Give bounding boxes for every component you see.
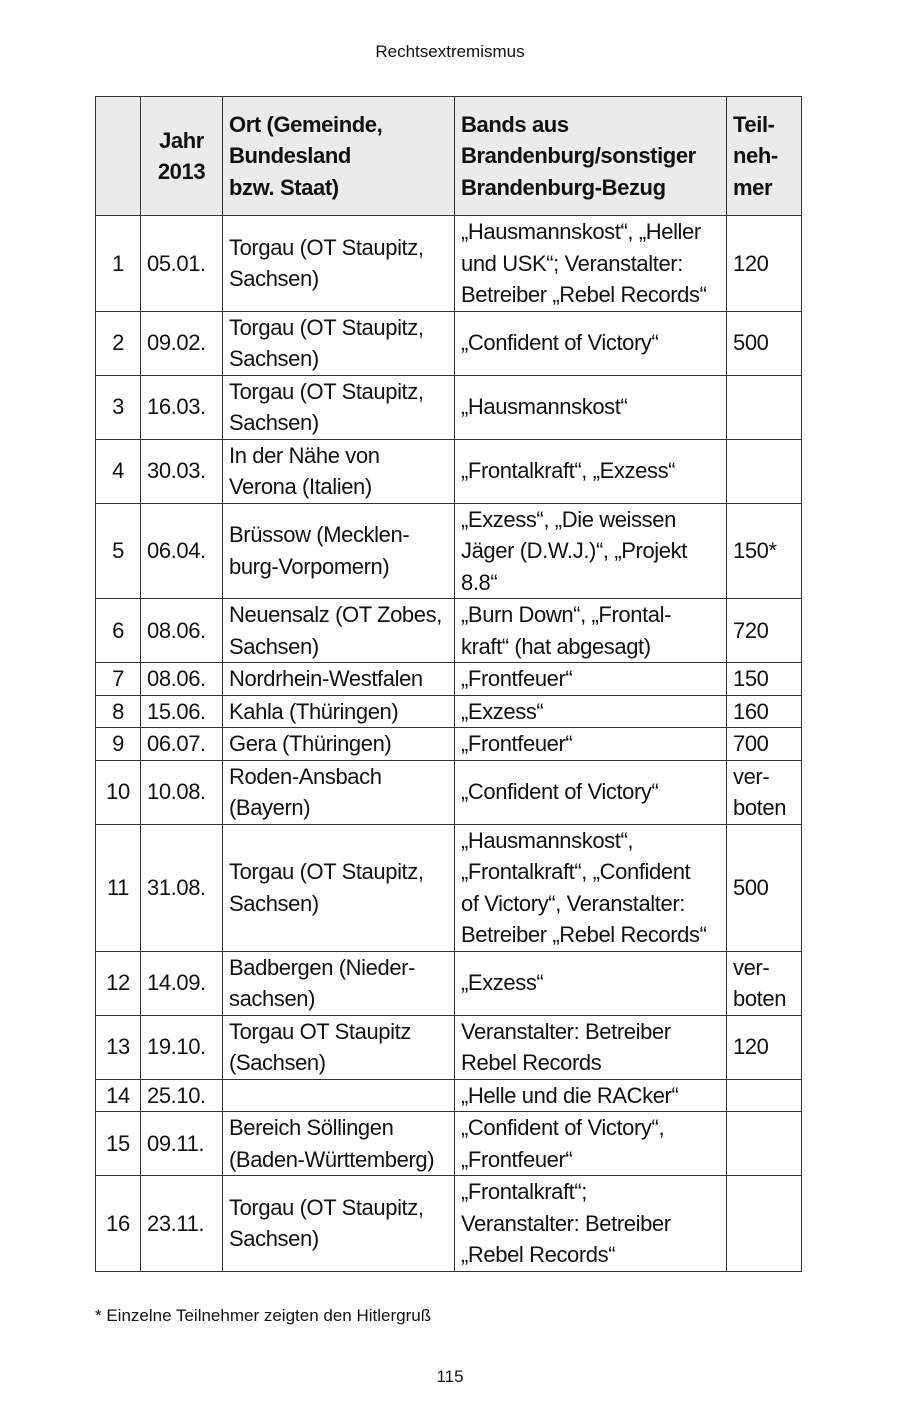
cell-date: 16.03. (141, 375, 223, 439)
cell-bands: „Exzess“ (455, 951, 727, 1015)
cell-bands: „Exzess“, „Die weissen Jäger (D.W.J.)“, „Projekt 8.8“ (455, 503, 727, 599)
table-row (96, 728, 802, 761)
cell-bands: „Exzess“ (455, 695, 727, 728)
cell-date: 31.08. (141, 824, 223, 951)
table-row (96, 439, 802, 503)
cell-place: Torgau (OT Staupitz, Sachsen) (223, 824, 455, 951)
cell-place (223, 1079, 455, 1112)
cell-participants: 150* (727, 503, 802, 599)
table-row (96, 1079, 802, 1112)
table-row (96, 695, 802, 728)
cell-nr: 13 (96, 1015, 141, 1079)
cell-date: 09.11. (141, 1112, 223, 1176)
table-row (96, 1176, 802, 1272)
cell-place: Torgau (OT Staupitz, Sachsen) (223, 311, 455, 375)
cell-participants (727, 439, 802, 503)
cell-place: Badbergen (Nieder- sachsen) (223, 951, 455, 1015)
cell-date: 30.03. (141, 439, 223, 503)
cell-nr: 4 (96, 439, 141, 503)
cell-date: 06.04. (141, 503, 223, 599)
cell-place: Torgau (OT Staupitz, Sachsen) (223, 216, 455, 312)
cell-bands: „Hausmannskost“ (455, 375, 727, 439)
cell-nr: 8 (96, 695, 141, 728)
table-row (96, 951, 802, 1015)
table-row (96, 1112, 802, 1176)
cell-date: 05.01. (141, 216, 223, 312)
cell-bands: „Confident of Victory“ (455, 760, 727, 824)
cell-date: 14.09. (141, 951, 223, 1015)
header-bands: Bands aus Brandenburg/sonstiger Brandenburg-Bezug (455, 97, 727, 216)
cell-participants: 500 (727, 824, 802, 951)
table-row (96, 760, 802, 824)
table-row (96, 824, 802, 951)
cell-bands: „Confident of Victory“, „Frontfeuer“ (455, 1112, 727, 1176)
table-row (96, 503, 802, 599)
cell-participants (727, 375, 802, 439)
cell-participants: ver- boten (727, 760, 802, 824)
concert-table (95, 96, 802, 1272)
cell-bands: „Frontalkraft“; Veranstalter: Betreiber „Rebel Records“ (455, 1176, 727, 1272)
cell-nr: 11 (96, 824, 141, 951)
cell-bands: „Frontfeuer“ (455, 663, 727, 696)
table-row (96, 216, 802, 312)
cell-bands: „Burn Down“, „Frontal- kraft“ (hat abgesagt) (455, 599, 727, 663)
cell-date: 10.08. (141, 760, 223, 824)
table-header-row (96, 97, 802, 216)
footnote: * Einzelne Teilnehmer zeigten den Hitlergruß (95, 1306, 432, 1325)
cell-bands: Veranstalter: Betreiber Rebel Records (455, 1015, 727, 1079)
cell-nr: 6 (96, 599, 141, 663)
header-place: Ort (Gemeinde, Bundesland bzw. Staat) (223, 97, 455, 216)
table-row (96, 311, 802, 375)
cell-nr: 2 (96, 311, 141, 375)
cell-date: 06.07. (141, 728, 223, 761)
cell-nr: 5 (96, 503, 141, 599)
cell-place: Neuensalz (OT Zobes, Sachsen) (223, 599, 455, 663)
cell-place: Gera (Thüringen) (223, 728, 455, 761)
cell-nr: 16 (96, 1176, 141, 1272)
cell-participants: 500 (727, 311, 802, 375)
cell-participants: 120 (727, 1015, 802, 1079)
cell-nr: 12 (96, 951, 141, 1015)
cell-bands: „Helle und die RACker“ (455, 1079, 727, 1112)
cell-place: In der Nähe von Verona (Italien) (223, 439, 455, 503)
cell-participants: 700 (727, 728, 802, 761)
cell-nr: 15 (96, 1112, 141, 1176)
cell-nr: 10 (96, 760, 141, 824)
cell-participants (727, 1079, 802, 1112)
cell-date: 23.11. (141, 1176, 223, 1272)
cell-place: Brüssow (Mecklen- burg-Vorpomern) (223, 503, 455, 599)
cell-date: 08.06. (141, 599, 223, 663)
table-row (96, 599, 802, 663)
cell-place: Nordrhein-Westfalen (223, 663, 455, 696)
cell-participants: 720 (727, 599, 802, 663)
cell-date: 15.06. (141, 695, 223, 728)
page-number: 115 (436, 1367, 464, 1386)
cell-participants: ver- boten (727, 951, 802, 1015)
header-year: Jahr 2013 (141, 97, 223, 216)
cell-participants: 160 (727, 695, 802, 728)
cell-nr: 9 (96, 728, 141, 761)
cell-date: 25.10. (141, 1079, 223, 1112)
cell-place: Bereich Söllingen (Baden-Württemberg) (223, 1112, 455, 1176)
cell-bands: „Confident of Victory“ (455, 311, 727, 375)
table-row (96, 375, 802, 439)
cell-date: 09.02. (141, 311, 223, 375)
cell-participants: 120 (727, 216, 802, 312)
cell-participants (727, 1112, 802, 1176)
cell-bands: „Hausmannskost“, „Heller und USK“; Veranstalter: Betreiber „Rebel Records“ (455, 216, 727, 312)
header-participants: Teil- neh- mer (727, 97, 802, 216)
running-head: Rechtsextremismus (375, 42, 525, 61)
cell-place: Torgau (OT Staupitz, Sachsen) (223, 1176, 455, 1272)
cell-place: Roden-Ansbach (Bayern) (223, 760, 455, 824)
cell-place: Kahla (Thüringen) (223, 695, 455, 728)
cell-participants (727, 1176, 802, 1272)
header-nr (96, 97, 141, 216)
cell-bands: „Frontfeuer“ (455, 728, 727, 761)
cell-place: Torgau (OT Staupitz, Sachsen) (223, 375, 455, 439)
cell-bands: „Frontalkraft“, „Exzess“ (455, 439, 727, 503)
cell-nr: 14 (96, 1079, 141, 1112)
cell-nr: 1 (96, 216, 141, 312)
cell-nr: 7 (96, 663, 141, 696)
cell-date: 08.06. (141, 663, 223, 696)
table-row (96, 663, 802, 696)
cell-participants: 150 (727, 663, 802, 696)
cell-date: 19.10. (141, 1015, 223, 1079)
cell-bands: „Hausmannskost“, „Frontalkraft“, „Confident of Victory“, Veranstalter: Betreiber „Rebel Records“ (455, 824, 727, 951)
table-row (96, 1015, 802, 1079)
cell-nr: 3 (96, 375, 141, 439)
cell-place: Torgau OT Staupitz (Sachsen) (223, 1015, 455, 1079)
